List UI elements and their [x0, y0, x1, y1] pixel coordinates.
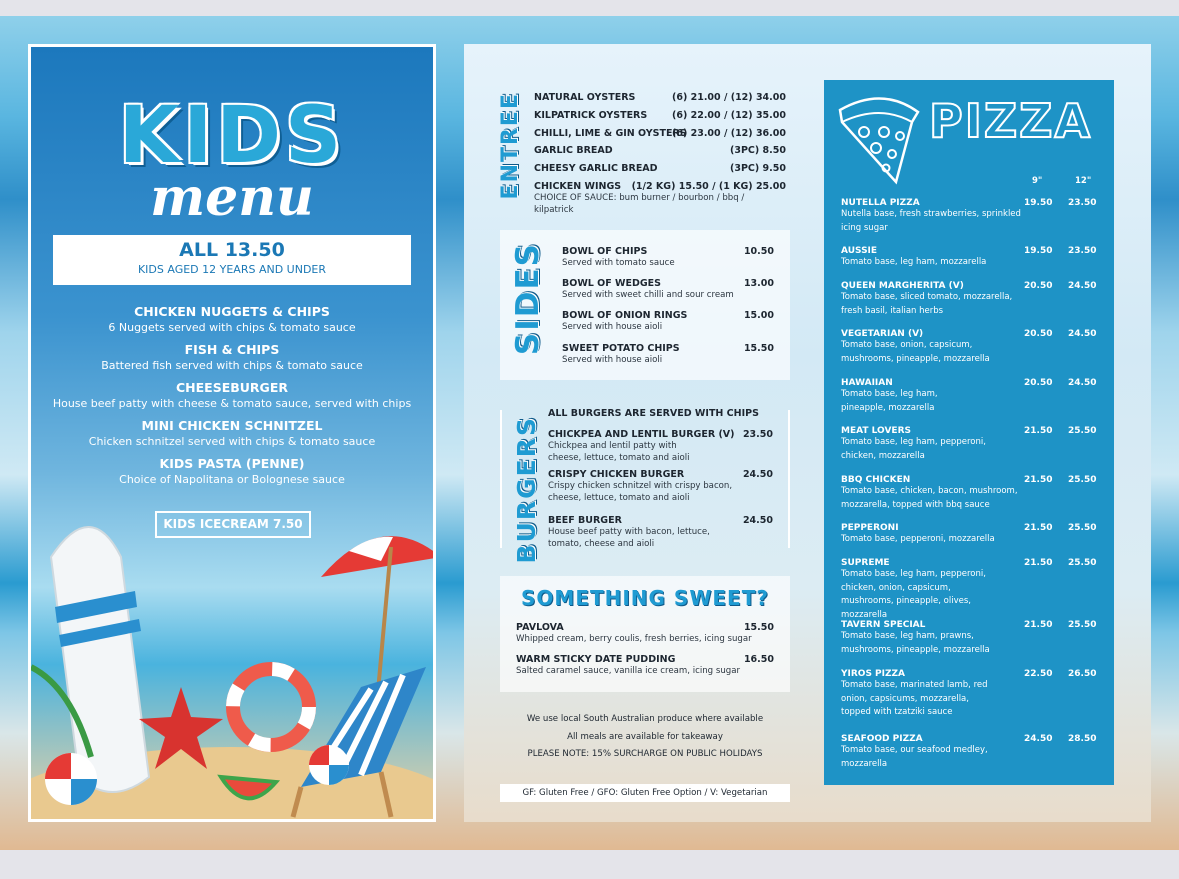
- menu-item: [548, 515, 773, 550]
- item-name: SUPREME: [841, 558, 890, 568]
- menu-item: [534, 128, 786, 139]
- kids-item-desc: Choice of Napolitana or Bolognese sauce: [119, 473, 345, 486]
- item-desc: Tomato base, pepperoni, mozzarella: [841, 534, 995, 544]
- item-name: CHICKPEA AND LENTIL BURGER (V): [548, 429, 735, 440]
- pizza-slice-icon: [834, 92, 930, 188]
- item-price: 16.50: [743, 654, 774, 665]
- item-price: 13.00: [743, 278, 774, 289]
- price-9: 20.50: [1024, 378, 1053, 388]
- note-surcharge: PLEASE NOTE: 15% SURCHARGE ON PUBLIC HOLIDAYS: [527, 749, 763, 759]
- size-9-header: 9": [1032, 176, 1043, 186]
- pizza-item: [841, 426, 1099, 463]
- kids-item-name: FISH & CHIPS: [184, 342, 280, 357]
- beach-illustration: [31, 517, 433, 819]
- item-desc: Salted caramel sauce, vanilla ice cream, icing sugar: [516, 666, 741, 676]
- price-12: 25.50: [1068, 523, 1097, 533]
- list-item: [31, 341, 433, 373]
- item-desc: Tomato base, leg ham, pineapple, mozzarella: [841, 389, 938, 413]
- lifebuoy-icon: [233, 669, 309, 745]
- menu-item: [562, 246, 774, 269]
- item-desc: Tomato base, leg ham, prawns, mushrooms, pineapple, mozzarella: [841, 631, 990, 655]
- burgers-title: BURGERS: [512, 416, 541, 564]
- price-12: 25.50: [1068, 558, 1097, 568]
- item-desc: Chickpea and lentil patty with cheese, lettuce, tomato and aioli: [548, 441, 690, 463]
- price-9: 21.50: [1024, 475, 1053, 485]
- kids-icecream-box: KIDS ICECREAM 7.50: [155, 511, 311, 538]
- item-name: BOWL OF WEDGES: [562, 278, 662, 289]
- price-12: 24.50: [1068, 329, 1097, 339]
- item-price: 10.50: [743, 246, 774, 257]
- item-desc: Served with house aioli: [562, 355, 663, 365]
- price-9: 20.50: [1024, 281, 1053, 291]
- size-12-header: 12": [1075, 176, 1092, 186]
- item-name: BOWL OF CHIPS: [562, 246, 648, 257]
- price-9: 21.50: [1024, 620, 1053, 630]
- kids-age-note: KIDS AGED 12 YEARS AND UNDER: [137, 263, 327, 276]
- item-price: 23.50: [742, 429, 773, 440]
- pizza-item: [841, 329, 1099, 366]
- note-local-produce: We use local South Australian produce where available: [526, 714, 764, 724]
- kids-subtitle: menu: [150, 167, 314, 228]
- item-price: (6) 21.00 / (12) 34.00: [672, 92, 786, 103]
- list-item: [31, 379, 433, 411]
- kids-item-desc: House beef patty with cheese & tomato sauce, served with chips: [52, 397, 412, 410]
- item-name: HAWAIIAN: [841, 378, 893, 388]
- item-name: YIROS PIZZA: [841, 669, 906, 679]
- main-menu-panel: [464, 44, 1151, 822]
- menu-item: [548, 469, 773, 504]
- item-name: NUTELLA PIZZA: [841, 198, 920, 208]
- item-desc: Tomato base, marinated lamb, red onion, capsicums, mozzarella, topped with tzatziki sauce: [841, 680, 988, 717]
- menu-item: [534, 181, 786, 216]
- price-12: 23.50: [1068, 198, 1097, 208]
- item-desc: House beef patty with bacon, lettuce, tomato, cheese and aioli: [548, 527, 710, 549]
- pizza-item: [841, 620, 1099, 657]
- price-12: 25.50: [1068, 426, 1097, 436]
- item-desc: Tomato base, leg ham, pepperoni, chicken, onion, capsicum, mushrooms, pineapple, olives, mozzarella: [841, 569, 986, 620]
- item-name: SWEET POTATO CHIPS: [562, 343, 680, 354]
- pizza-item: [841, 246, 1099, 270]
- item-name: CHEESY GARLIC BREAD: [534, 163, 658, 174]
- kids-item-name: CHICKEN NUGGETS & CHIPS: [134, 304, 330, 319]
- kids-item-name: KIDS PASTA (PENNE): [159, 456, 305, 471]
- item-desc: Nutella base, fresh strawberries, sprinkled icing sugar: [841, 209, 1021, 233]
- menu-item: [534, 110, 786, 121]
- burgers-note-text: ALL BURGERS ARE SERVED WITH CHIPS: [548, 408, 759, 419]
- pizza-item: [841, 198, 1099, 235]
- list-item: [31, 417, 433, 449]
- item-name: BOWL OF ONION RINGS: [562, 310, 688, 321]
- dietary-legend: GF: Gluten Free / GFO: Gluten Free Option / V: Vegetarian: [500, 784, 790, 802]
- kids-menu-panel: [28, 44, 436, 822]
- menu-item: [562, 343, 774, 366]
- menu-item: [534, 92, 786, 103]
- entree-title: ENTREE: [498, 92, 523, 200]
- item-name: VEGETARIAN (V): [841, 329, 924, 339]
- menu-item: [534, 163, 786, 174]
- price-12: 24.50: [1068, 378, 1097, 388]
- item-name: SEAFOOD PIZZA: [841, 734, 923, 744]
- item-desc: Served with sweet chilli and sour cream: [562, 290, 734, 300]
- price-9: 20.50: [1024, 329, 1053, 339]
- item-price: 24.50: [742, 469, 773, 480]
- item-name: BEEF BURGER: [548, 515, 622, 526]
- price-12: 24.50: [1068, 281, 1097, 291]
- menu-item: [516, 622, 774, 645]
- item-price: (6) 23.00 / (12) 36.00: [672, 128, 786, 139]
- menu-sheet: [0, 16, 1179, 850]
- item-price: 24.50: [742, 515, 773, 526]
- item-desc: Crispy chicken schnitzel with crispy bacon, cheese, lettuce, tomato and aioli: [548, 481, 733, 503]
- price-9: 24.50: [1024, 734, 1053, 744]
- item-price: (1/2 KG) 15.50 / (1 KG) 25.00: [631, 181, 786, 192]
- item-desc: Tomato base, our seafood medley, mozzarella: [841, 745, 988, 769]
- burgers-note: [548, 408, 778, 419]
- pizza-item: [841, 558, 1099, 622]
- pizza-item: [841, 281, 1099, 318]
- item-desc: Tomato base, chicken, bacon, mushroom, mozzarella, topped with bbq sauce: [841, 486, 1018, 510]
- price-12: 23.50: [1068, 246, 1097, 256]
- menu-item: [562, 278, 774, 301]
- item-desc: Served with tomato sauce: [562, 258, 675, 268]
- sauce-note: CHOICE OF SAUCE: bum burner / bourbon / bbq / kilpatrick: [534, 193, 745, 215]
- item-name: KILPATRICK OYSTERS: [534, 110, 648, 121]
- price-12: 25.50: [1068, 475, 1097, 485]
- price-9: 21.50: [1024, 426, 1053, 436]
- item-name: WARM STICKY DATE PUDDING: [516, 654, 676, 665]
- pizza-item: [841, 734, 1099, 771]
- price-9: 21.50: [1024, 558, 1053, 568]
- pizza-item: [841, 523, 1099, 547]
- list-item: [31, 455, 433, 487]
- item-name: QUEEN MARGHERITA (V): [841, 281, 964, 291]
- menu-item: [548, 429, 773, 464]
- pizza-item: [841, 378, 1099, 415]
- item-desc: Whipped cream, berry coulis, fresh berries, icing sugar: [516, 634, 752, 644]
- item-desc: Tomato base, onion, capsicum, mushrooms, pineapple, mozzarella: [841, 340, 990, 364]
- pizza-panel: [824, 80, 1114, 785]
- price-9: 21.50: [1024, 523, 1053, 533]
- item-name: MEAT LOVERS: [841, 426, 911, 436]
- pizza-item: [841, 475, 1099, 512]
- pizza-title: PIZZA: [929, 94, 1093, 148]
- pizza-item: [841, 669, 1099, 720]
- item-desc: Tomato base, leg ham, pepperoni, chicken, mozzarella: [841, 437, 986, 461]
- kids-items-list: [31, 303, 433, 493]
- price-12: 26.50: [1068, 669, 1097, 679]
- kids-price: ALL 13.50: [179, 239, 285, 261]
- surfboard-icon: [51, 527, 149, 792]
- kids-item-name: MINI CHICKEN SCHNITZEL: [141, 418, 323, 433]
- item-name: BBQ CHICKEN: [841, 475, 911, 485]
- item-name: CRISPY CHICKEN BURGER: [548, 469, 685, 480]
- item-price: (3PC) 9.50: [730, 163, 786, 174]
- item-price: 15.50: [743, 622, 774, 633]
- sweet-title: SOMETHING SWEET?: [521, 586, 769, 610]
- note-takeaway: All meals are available for takeaway: [567, 732, 723, 742]
- price-9: 19.50: [1024, 198, 1053, 208]
- item-name: NATURAL OYSTERS: [534, 92, 636, 103]
- sides-title: SIDES: [510, 242, 546, 356]
- item-price: (6) 22.00 / (12) 35.00: [672, 110, 786, 121]
- menu-item: [562, 310, 774, 333]
- item-desc: Tomato base, sliced tomato, mozzarella, fresh basil, italian herbs: [841, 292, 1013, 316]
- menu-item: [534, 145, 786, 156]
- item-name: AUSSIE: [841, 246, 878, 256]
- burgers-left-rule: [500, 410, 502, 548]
- kids-item-name: CHEESEBURGER: [176, 380, 288, 395]
- item-desc: Served with house aioli: [562, 322, 663, 332]
- price-12: 25.50: [1068, 620, 1097, 630]
- item-price: 15.50: [743, 343, 774, 354]
- item-name: TAVERN SPECIAL: [841, 620, 926, 630]
- price-9: 22.50: [1024, 669, 1053, 679]
- kids-item-desc: Chicken schnitzel served with chips & tomato sauce: [88, 435, 376, 448]
- kids-title: KIDS: [118, 91, 346, 181]
- item-desc: Tomato base, leg ham, mozzarella: [841, 257, 987, 267]
- kids-item-desc: Battered fish served with chips & tomato sauce: [101, 359, 363, 372]
- item-price: (3PC) 8.50: [730, 145, 786, 156]
- item-name: PEPPERONI: [841, 523, 899, 533]
- item-name: CHILLI, LIME & GIN OYSTERS: [534, 128, 687, 139]
- item-name: CHICKEN WINGS: [534, 181, 622, 192]
- price-9: 19.50: [1024, 246, 1053, 256]
- item-name: PAVLOVA: [516, 622, 564, 633]
- kids-item-desc: 6 Nuggets served with chips & tomato sauce: [108, 321, 356, 334]
- item-price: 15.00: [743, 310, 774, 321]
- kids-price-box: [53, 235, 411, 285]
- burgers-right-rule: [788, 410, 790, 548]
- item-name: GARLIC BREAD: [534, 145, 613, 156]
- list-item: [31, 303, 433, 335]
- menu-item: [516, 654, 774, 677]
- price-12: 28.50: [1068, 734, 1097, 744]
